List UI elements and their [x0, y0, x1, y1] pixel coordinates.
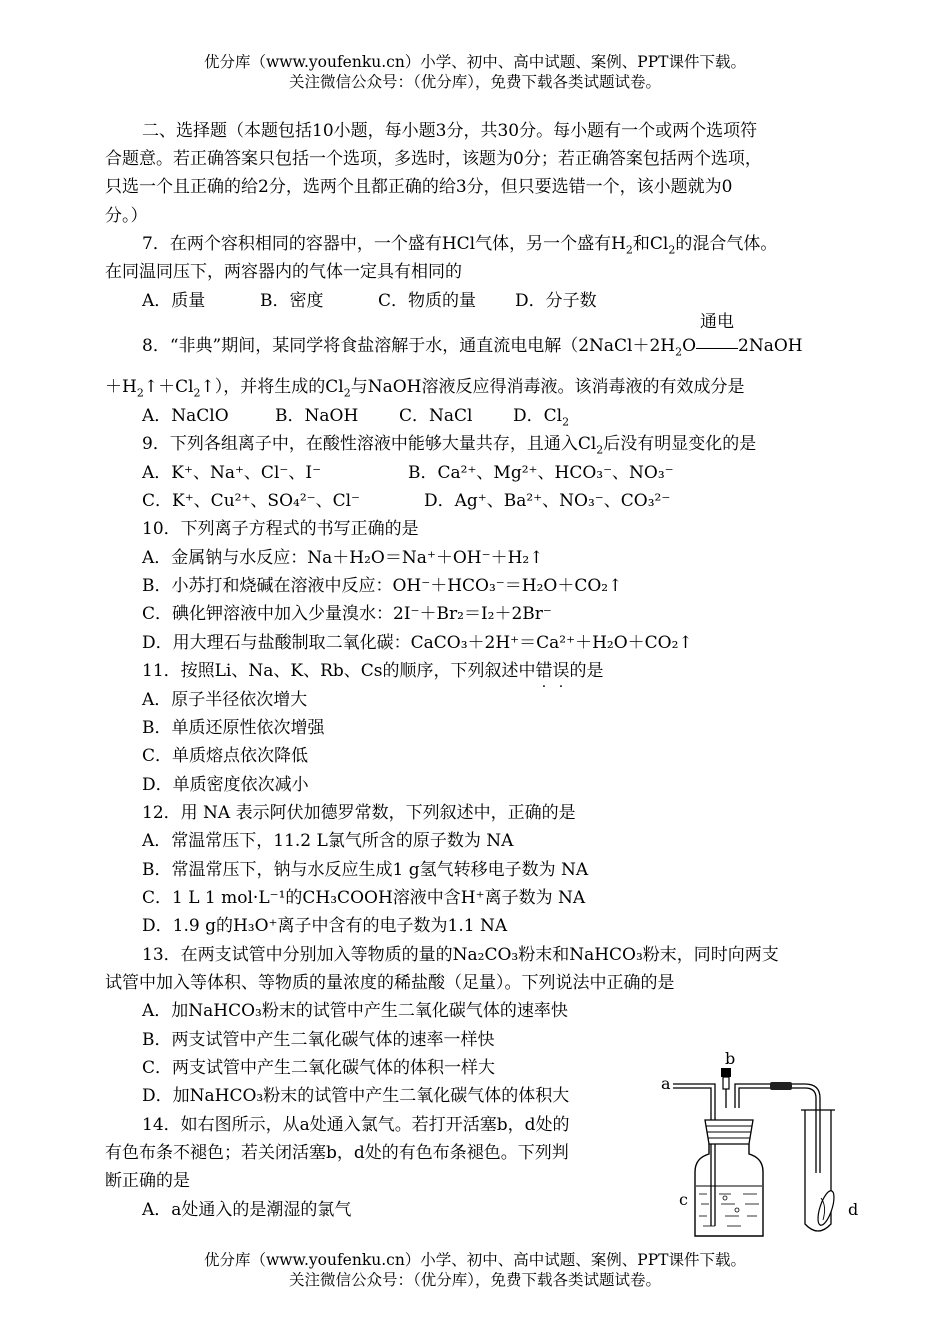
question-13-option-d[interactable]: D．加NaHCO₃粉末的试管中产生二氧化碳气体的体积大: [142, 1086, 570, 1106]
section-instructions-4: 分。）: [105, 206, 148, 226]
question-7-options: [142, 289, 597, 313]
footer-line-1: 优分库（www.youfenku.cn）小学、初中、高中试题、案例、PPT课件下载。: [203, 1251, 747, 1269]
question-13-stem: 13．在两支试管中分别加入等物质的量的Na₂CO₃粉末和NaHCO₃粉末，同时向两支: [142, 945, 779, 965]
label-a: a: [661, 1074, 671, 1093]
question-10-option-d[interactable]: D．用大理石与盐酸制取二氧化碳：CaCO₃＋2H⁺＝Ca²⁺＋H₂O＋CO₂↑: [142, 633, 693, 653]
section-instructions-1: 二、选择题（本题包括10小题，每小题3分，共30分。每小题有一个或两个选项符: [142, 121, 758, 141]
question-13-stem-2: 试管中加入等体积、等物质的量浓度的稀盐酸（足量）。下列说法中正确的是: [105, 973, 675, 993]
question-14-stem-2: 有色布条不褪色；若关闭活塞b，d处的有色布条褪色。下列判: [105, 1143, 569, 1163]
label-c: c: [679, 1190, 688, 1209]
header-line-1: 优分库（www.youfenku.cn）小学、初中、高中试题、案例、PPT课件下载。: [203, 53, 747, 71]
question-14-stem: 14．如右图所示，从a处通入氯气。若打开活塞b，d处的: [142, 1115, 570, 1135]
question-8-options: [142, 404, 569, 428]
question-10-option-a[interactable]: A．金属钠与水反应：Na＋H₂O＝Na⁺＋OH⁻＋H₂↑: [142, 548, 544, 568]
question-13-option-a[interactable]: A．加NaHCO₃粉末的试管中产生二氧化碳气体的速率快: [142, 1001, 568, 1021]
option-b[interactable]: B．NaOH: [275, 406, 359, 426]
option-d[interactable]: D．Ag⁺、Ba²⁺、NO₃⁻、CO₃²⁻: [424, 491, 671, 511]
option-b[interactable]: B．密度: [260, 291, 324, 311]
option-c[interactable]: C．K⁺、Cu²⁺、SO₄²⁻、Cl⁻: [142, 491, 361, 511]
option-a[interactable]: A．K⁺、Na⁺、Cl⁻、I⁻: [142, 463, 322, 483]
question-10-stem: 10．下列离子方程式的书写正确的是: [142, 519, 419, 539]
label-d: d: [848, 1200, 859, 1219]
question-13-option-b[interactable]: B．两支试管中产生二氧化碳气体的速率一样快: [142, 1030, 495, 1050]
reaction-condition: 通电: [696, 334, 738, 358]
footer-line-2: 关注微信公众号：（优分库），免费下载各类试题试卷。: [288, 1271, 661, 1289]
option-a[interactable]: A．质量: [142, 291, 206, 311]
question-12-option-b[interactable]: B．常温常压下，钠与水反应生成1 g氢气转移电子数为 NA: [142, 860, 589, 880]
section-instructions-2: 合题意。若正确答案只包括一个选项，多选时，该题为0分；若正确答案包括两个选项，: [105, 149, 762, 169]
question-11-option-a[interactable]: A．原子半径依次增大: [142, 690, 308, 710]
question-13-option-c[interactable]: C．两支试管中产生二氧化碳气体的体积一样大: [142, 1058, 496, 1078]
question-14-stem-3: 断正确的是: [105, 1171, 190, 1191]
question-11-option-c[interactable]: C．单质熔点依次降低: [142, 746, 309, 766]
question-12-option-d[interactable]: D．1.9 g的H₃O⁺离子中含有的电子数为1.1 NA: [142, 916, 508, 936]
header-line-2: 关注微信公众号：（优分库），免费下载各类试题试卷。: [288, 73, 661, 91]
question-9-options-1: [142, 461, 674, 485]
option-c[interactable]: C．NaCl: [399, 406, 473, 426]
label-b: b: [725, 1049, 736, 1068]
question-8-stem: 8．“非典”期间，某同学将食盐溶解于水，通直流电电解（$2NaCl+2H_2O$ 通电 2NaOH: [142, 312, 803, 359]
question-8-stem-2: $+H_2↑+Cl_2↑$），并将生成的$Cl_2$与NaOH溶液反应得消毒液。该消毒液的有效成分是: [105, 377, 745, 400]
option-d[interactable]: D．分子数: [515, 291, 597, 311]
question-7-stem-2: 在同温同压下，两容器内的气体一定具有相同的: [105, 262, 462, 282]
question-12-stem: 12．用 NA 表示阿伏加德罗常数，下列叙述中，正确的是: [142, 803, 576, 823]
question-12-option-c[interactable]: C．1 L 1 mol·L⁻¹的CH₃COOH溶液中含H⁺离子数为 NA: [142, 888, 586, 908]
question-11-option-b[interactable]: B．单质还原性依次增强: [142, 718, 325, 738]
question-10-option-c[interactable]: C．碘化钾溶液中加入少量溴水：2I⁻＋Br₂＝I₂＋2Br⁻: [142, 604, 552, 624]
question-12-option-a[interactable]: A．常温常压下，11.2 L氯气所含的原子数为 NA: [142, 831, 514, 851]
option-d[interactable]: D．$Cl_2$: [513, 406, 570, 429]
gas-washing-apparatus-diagram: [655, 1048, 865, 1238]
question-7-stem: 7．在两个容积相同的容器中，一个盛有HCl气体，另一个盛有$H_2$和$Cl_2$的混合气体。: [142, 234, 778, 257]
option-b[interactable]: B．Ca²⁺、Mg²⁺、HCO₃⁻、NO₃⁻: [408, 463, 674, 483]
question-10-option-b[interactable]: B．小苏打和烧碱在溶液中反应：OH⁻＋HCO₃⁻＝H₂O＋CO₂↑: [142, 576, 623, 596]
question-11-stem: 11．按照Li、Na、K、Rb、Cs的顺序，下列叙述中错误的是: [142, 661, 604, 681]
question-14-option-a[interactable]: A．a处通入的是潮湿的氯气: [142, 1200, 352, 1220]
section-instructions-3: 只选一个且正确的给2分，选两个且都正确的给3分，但只要选错一个，该小题就为0: [105, 177, 733, 197]
option-c[interactable]: C．物质的量: [378, 291, 477, 311]
option-a[interactable]: A．NaClO: [142, 406, 229, 426]
question-11-option-d[interactable]: D．单质密度依次减小: [142, 775, 309, 795]
question-9-stem: 9．下列各组离子中，在酸性溶液中能够大量共存，且通入$Cl_2$后没有明显变化的是: [142, 434, 757, 457]
question-9-options-2: [142, 489, 670, 513]
